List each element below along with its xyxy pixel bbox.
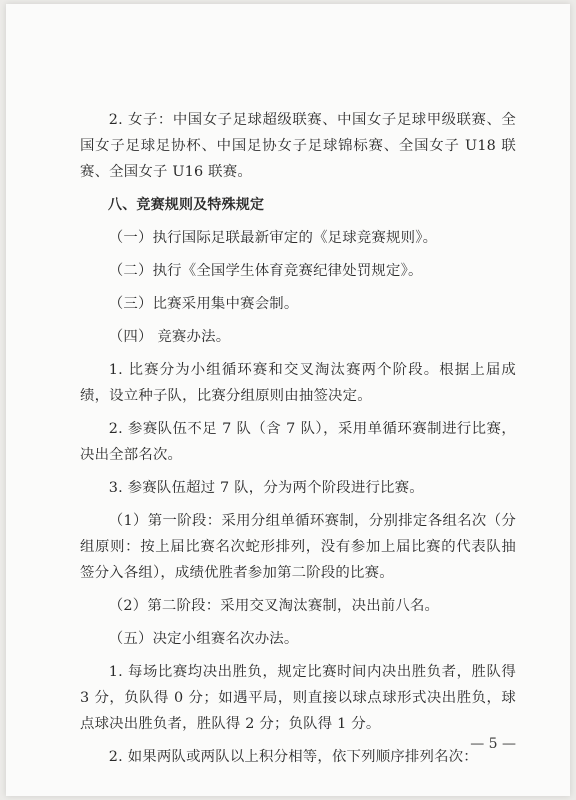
paragraph-women-leagues: 2. 女子：中国女子足球超级联赛、中国女子足球甲级联赛、全国女子足球足协杯、中国足协女子足球锦标赛、全国女子 U18 联赛、全国女子 U16 联赛。 — [80, 112, 516, 180]
paragraph-fifa-rules: （一）执行国际足联最新审定的《足球竞赛规则》。 — [108, 230, 438, 246]
paragraph-competition-method: （四） 竞赛办法。 — [108, 329, 231, 345]
paragraph-over-seven-teams: 3. 参赛队伍超过 7 队，分为两个阶段进行比赛。 — [108, 480, 424, 496]
paragraph-stage-two: （2）第二阶段：采用交叉淘汰赛制，决出前八名。 — [108, 598, 440, 614]
page-number: — 5 — — [470, 736, 516, 752]
paragraph-tie-break: 2. 如果两队或两队以上积分相等，依下列顺序排列名次： — [108, 749, 478, 765]
paragraph-stages: 1. 比赛分为小组循环赛和交叉淘汰赛两个阶段。根据上届成绩，设立种子队，比赛分组原则由抽签决定。 — [80, 362, 516, 404]
document-page — [6, 4, 570, 796]
paragraph-points: 1. 每场比赛均决出胜负，规定比赛时间内决出胜负者，胜队得 3 分，负队得 0 分；如遇平局，则直接以球点球形式决出胜负，球点球决出胜负者，胜队得 2 分；负队得 1 分。 — [80, 664, 516, 732]
paragraph-stage-one: （1）第一阶段：采用分组单循环赛制，分别排定各组名次（分组原则：按上届比赛名次蛇形排列，没有参加上届比赛的代表队抽签分入各组），成绩优胜者参加第二阶段的比赛。 — [80, 513, 516, 581]
paragraph-group-ranking: （五）决定小组赛名次办法。 — [108, 631, 299, 647]
paragraph-tournament-format: （三）比赛采用集中赛会制。 — [108, 296, 299, 312]
paragraph-discipline-rules: （二）执行《全国学生体育竞赛纪律处罚规定》。 — [108, 263, 423, 279]
paragraph-under-seven-teams: 2. 参赛队伍不足 7 队（含 7 队），采用单循环赛制进行比赛，决出全部名次。 — [80, 421, 516, 463]
section-heading-rules: 八、竞赛规则及特殊规定 — [108, 197, 265, 213]
document-body — [80, 107, 516, 777]
